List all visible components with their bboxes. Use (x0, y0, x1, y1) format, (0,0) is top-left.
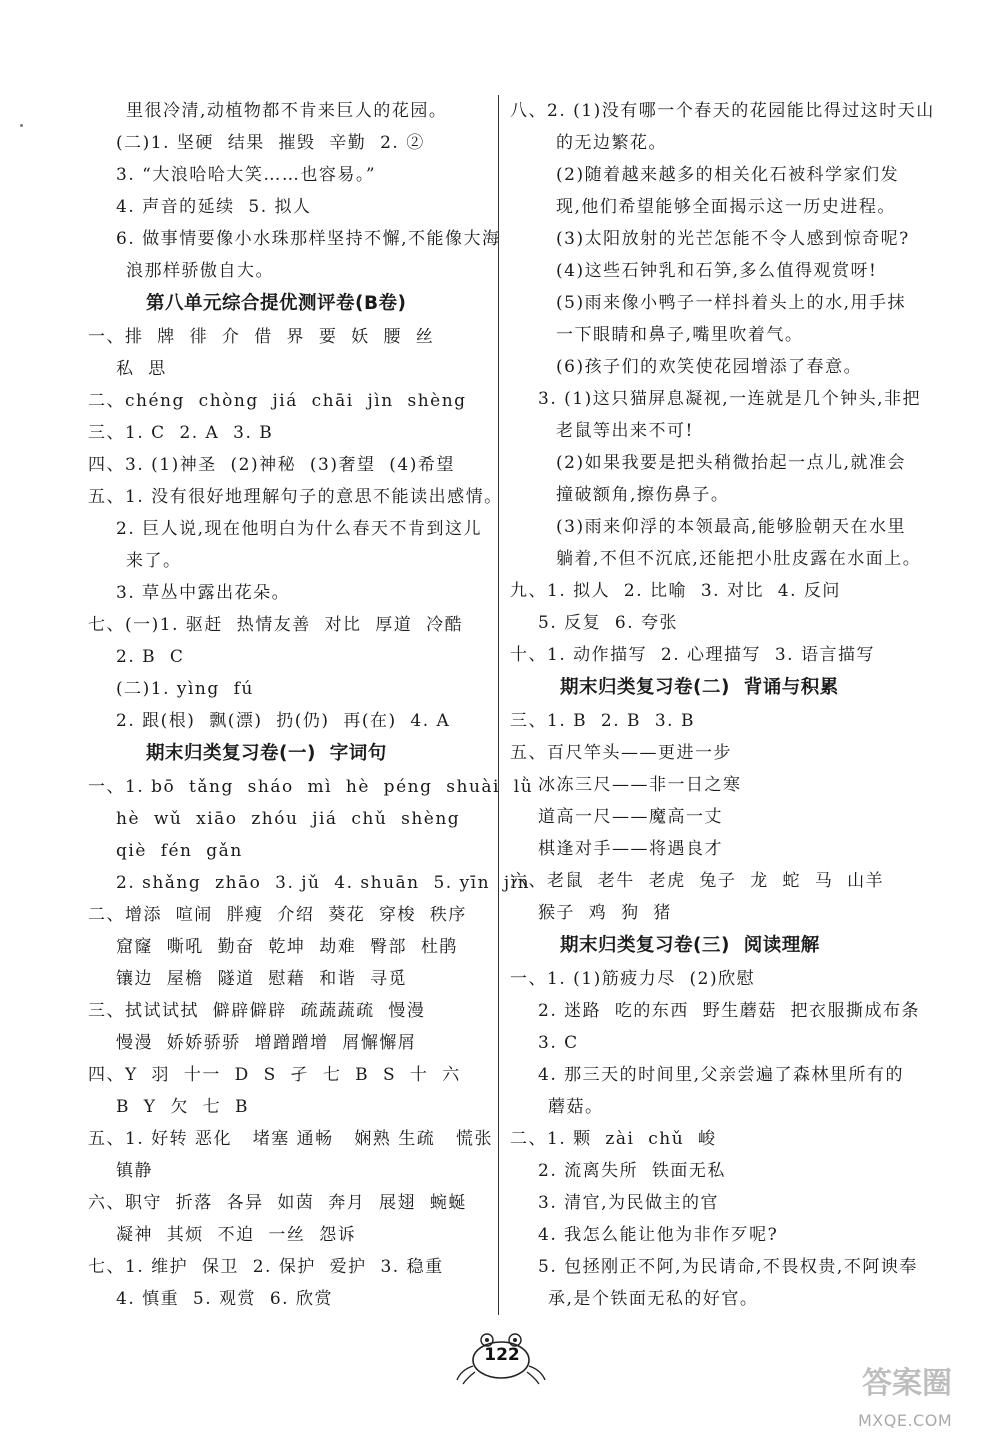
answer-line: 四、3. (1)神圣 (2)神秘 (3)奢望 (4)希望 (88, 455, 455, 475)
answer-line: 2. shǎng zhāo 3. jǔ 4. shuān 5. yīn jìn (116, 873, 531, 893)
answer-line: 道高一尺——魔高一丈 (538, 807, 723, 827)
answer-line: 五、百尺竿头——更进一步 (510, 743, 732, 763)
answer-line: 冰冻三尺——非一日之寒 (538, 775, 742, 795)
answer-line: 二、chéng chòng jiá chāi jìn shèng (88, 391, 467, 411)
answer-line: 浪那样骄傲自大。 (126, 261, 274, 281)
answer-line: 棋逢对手——将遇良才 (538, 839, 723, 859)
answer-line: 来了。 (126, 551, 182, 571)
answer-line: 3. “大浪哈哈大笑……也容易。” (116, 165, 377, 185)
answer-line: 三、拭试试拭 僻辟僻辟 疏蔬蔬疏 慢漫 (88, 1001, 426, 1021)
answer-line: 里很冷清,动植物都不肯来巨人的花园。 (126, 101, 448, 121)
answer-line: 慢漫 娇娇骄骄 增蹭蹭增 屑懈懈屑 (116, 1033, 417, 1053)
answer-line: (3)雨来仰浮的本领最高,能够脸朝天在水里 (556, 517, 906, 537)
answer-line: 五、1. 没有很好地理解句子的意思不能读出感情。 (88, 487, 503, 507)
answer-line: 二、增添 喧闹 胖瘦 介绍 葵花 穿梭 秩序 (88, 905, 467, 925)
answer-line: 四、Y 羽 十一 D S 孑 七 B S 十 六 (88, 1065, 461, 1085)
column-divider (498, 95, 499, 1315)
answer-line: 六、老鼠 老牛 老虎 兔子 龙 蛇 马 山羊 (510, 871, 885, 891)
answer-line: 七、(一)1. 驱赶 热情友善 对比 厚道 冷酷 (88, 615, 464, 635)
answer-line: 4. 声音的延续 5. 拟人 (116, 197, 312, 217)
answer-line: 八、2. (1)没有哪一个春天的花园能比得过这时天山 (510, 101, 935, 121)
answer-line: 凝神 其烦 不迫 一丝 怨诉 (116, 1225, 357, 1245)
answer-line: B Y 欠 七 B (116, 1097, 249, 1117)
answer-line: 6. 做事情要像小水珠那样坚持不懈,不能像大海 (116, 229, 501, 249)
answer-line: 五、1. 好转 恶化 堵塞 通畅 娴熟 生疏 慌张 (88, 1129, 493, 1149)
answer-line: 3. C (538, 1033, 579, 1053)
answer-line: 现,他们希望能够全面揭示这一历史进程。 (556, 197, 896, 217)
watermark-logo: 答案圈 (862, 1366, 952, 1401)
answer-line: (二)1. yìng fú (116, 679, 254, 699)
answer-line: (2)如果我要是把头稍微抬起一点儿,就准会 (556, 453, 906, 473)
answer-line: 三、1. C 2. A 3. B (88, 423, 274, 443)
site-watermark (852, 1356, 992, 1432)
answer-line: 窟窿 嘶吼 勤奋 乾坤 劫难 臀部 杜鹃 (116, 937, 458, 957)
answer-line: 4. 那三天的时间里,父亲尝遍了森林里所有的 (538, 1065, 905, 1085)
answer-line: 镇静 (116, 1161, 153, 1181)
answer-line: 老鼠等出来不可! (556, 421, 694, 441)
answer-line: 5. 包拯刚正不阿,为民请命,不畏权贵,不阿谀奉 (538, 1257, 918, 1277)
answer-line: 2. 迷路 吃的东西 野生蘑菇 把衣服撕成布条 (538, 1001, 921, 1021)
page-number: 122 (484, 1345, 520, 1365)
answer-line: (6)孩子们的欢笑使花园增添了春意。 (556, 357, 863, 377)
answer-line: 2. B C (116, 647, 185, 667)
answer-line: (2)随着越来越多的相关化石被科学家们发 (556, 165, 900, 185)
answer-line: 蘑菇。 (548, 1097, 604, 1117)
answer-line: 镶边 屋檐 隧道 慰藉 和谐 寻觅 (116, 969, 408, 989)
section-heading: 期末归类复习卷(二) 背诵与积累 (560, 677, 839, 698)
answer-line: 十、1. 动作描写 2. 心理描写 3. 语言描写 (510, 645, 875, 665)
answer-line: 三、1. B 2. B 3. B (510, 711, 695, 731)
answer-line: hè wǔ xiāo zhóu jiá chǔ shèng (116, 809, 461, 829)
answer-line: 一、1. bō tǎng sháo mì hè péng shuài lǜ (88, 777, 534, 797)
answer-line: 一下眼睛和鼻子,嘴里吹着气。 (556, 325, 804, 345)
left-column (88, 95, 534, 1315)
answer-line: 2. 跟(根) 飘(漂) 扔(仍) 再(在) 4. A (116, 711, 451, 731)
right-column (510, 95, 935, 1315)
answer-line: 3. 草丛中露出花朵。 (116, 583, 291, 603)
answer-line: (二)1. 坚硬 结果 摧毁 辛勤 2. ② (116, 133, 425, 153)
answer-line: 4. 我怎么能让他为非作歹呢? (538, 1225, 779, 1245)
answer-line: 猴子 鸡 狗 猪 (538, 903, 672, 923)
page-number-badge (453, 1330, 549, 1386)
answer-line: 躺着,不但不沉底,还能把小肚皮露在水面上。 (556, 549, 922, 569)
answer-line: 2. 巨人说,现在他明白为什么春天不肯到这儿 (116, 519, 483, 539)
answer-line: 九、1. 拟人 2. 比喻 3. 对比 4. 反问 (510, 581, 841, 601)
answer-line: 3. (1)这只猫屏息凝视,一连就是几个钟头,非把 (538, 389, 922, 409)
answer-line: 撞破额角,擦伤鼻子。 (556, 485, 730, 505)
answer-line: 2. 流离失所 铁面无私 (538, 1161, 726, 1181)
section-heading: 第八单元综合提优测评卷(B卷) (146, 293, 407, 314)
section-heading: 期末归类复习卷(一) 字词句 (146, 743, 387, 764)
answer-line: 5. 反复 6. 夸张 (538, 613, 679, 633)
watermark-site: MXQE.COM (858, 1411, 953, 1430)
answer-line: 一、排 牌 徘 介 借 界 要 妖 腰 丝 (88, 327, 435, 347)
answer-line: qiè fén gǎn (116, 841, 243, 861)
answer-line: 六、职守 折落 各异 如茵 奔月 展翅 蜿蜒 (88, 1193, 467, 1213)
answer-line: (3)太阳放射的光芒怎能不令人感到惊奇呢? (556, 229, 910, 249)
answer-line: (5)雨来像小鸭子一样抖着头上的水,用手抹 (556, 293, 906, 313)
answer-line: 私 思 (116, 359, 167, 379)
scan-speck (20, 124, 23, 127)
answer-line: 4. 慎重 5. 观赏 6. 欣赏 (116, 1289, 333, 1309)
section-heading: 期末归类复习卷(三) 阅读理解 (560, 935, 820, 956)
answer-line: 七、1. 维护 保卫 2. 保护 爱护 3. 稳重 (88, 1257, 444, 1277)
answer-line: 承,是个铁面无私的好官。 (548, 1289, 759, 1309)
answer-line: 二、1. 颗 zài chǔ 峻 (510, 1129, 717, 1149)
answer-line: 3. 清官,为民做主的官 (538, 1193, 720, 1213)
answer-line: 一、1. (1)筋疲力尽 (2)欣慰 (510, 969, 756, 989)
answer-line: 的无边繁花。 (556, 133, 667, 153)
answer-line: (4)这些石钟乳和石笋,多么值得观赏呀! (556, 261, 878, 281)
